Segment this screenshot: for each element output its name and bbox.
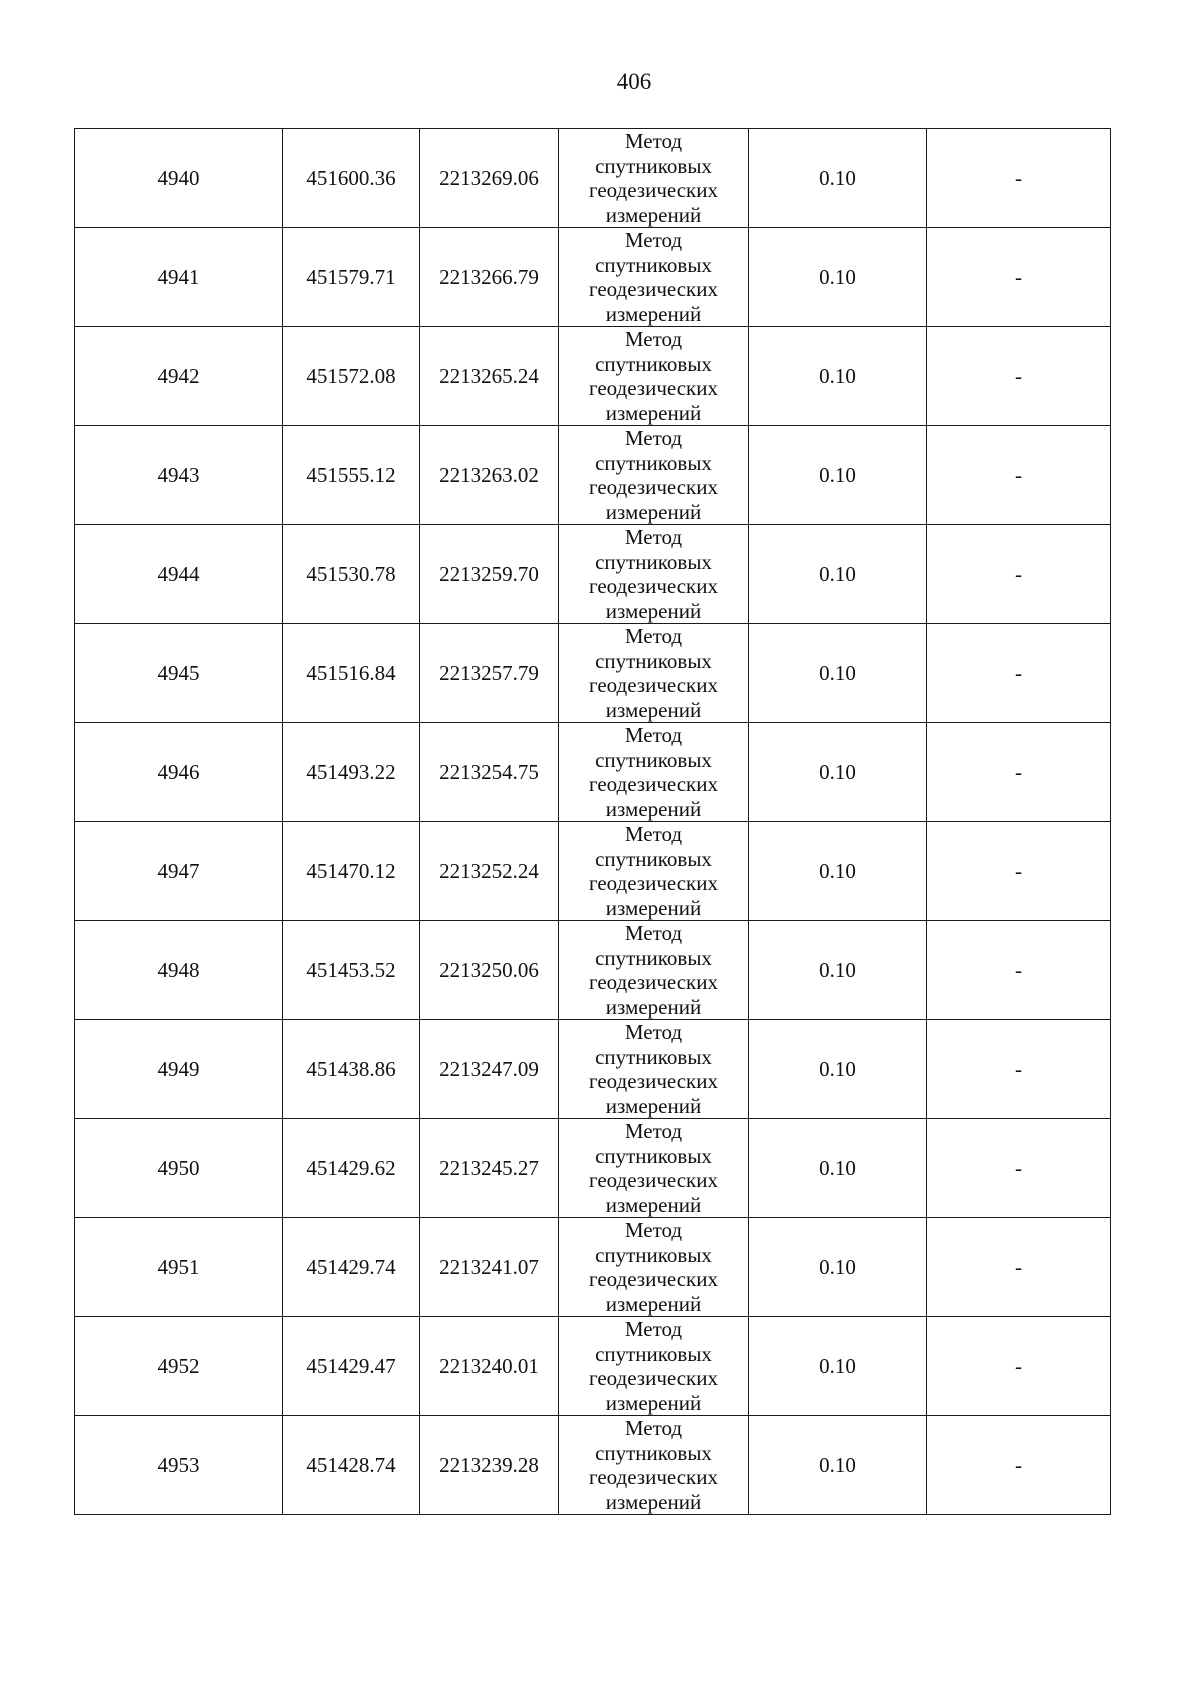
note-cell: - [927, 1317, 1111, 1416]
note-cell: - [927, 822, 1111, 921]
method-text-line: геодезических [588, 1366, 718, 1390]
point-id-cell: 4947 [75, 822, 283, 921]
method-text-line: спутниковых [595, 1044, 712, 1069]
method-text-line: спутниковых [595, 1341, 712, 1366]
point-id-cell: 4953 [75, 1416, 283, 1515]
page-number: 406 [616, 69, 652, 94]
note-cell: - [927, 624, 1111, 723]
method-text-line: измерений [605, 400, 702, 425]
x-coordinate-cell: 451530.78 [283, 525, 420, 624]
method-text-line: Метод [624, 822, 683, 846]
x-coordinate-cell: 451429.47 [283, 1317, 420, 1416]
method-text-line: Метод [624, 1416, 683, 1440]
y-coordinate-cell: 2213239.28 [420, 1416, 559, 1515]
x-coordinate-cell: 451493.22 [283, 723, 420, 822]
y-coordinate-cell: 2213263.02 [420, 426, 559, 525]
note-cell: - [927, 1218, 1111, 1317]
y-coordinate-cell: 2213254.75 [420, 723, 559, 822]
y-coordinate-cell: 2213266.79 [420, 228, 559, 327]
method-text-line: Метод [624, 228, 683, 252]
y-coordinate-cell: 2213247.09 [420, 1020, 559, 1119]
point-id-cell: 4942 [75, 327, 283, 426]
table-row [75, 327, 1111, 426]
table-row [75, 1020, 1111, 1119]
method-text-line: измерений [605, 1192, 702, 1217]
method-text-line: спутниковых [595, 1143, 712, 1168]
accuracy-cell: 0.10 [749, 525, 927, 624]
y-coordinate-cell: 2213252.24 [420, 822, 559, 921]
y-coordinate-cell: 2213265.24 [420, 327, 559, 426]
table-row [75, 624, 1111, 723]
method-text-line: геодезических [588, 1168, 718, 1192]
table-row [75, 426, 1111, 525]
method-text-line: Метод [624, 426, 683, 450]
method-cell [559, 327, 749, 426]
method-text-line: спутниковых [595, 153, 712, 178]
note-cell: - [927, 1119, 1111, 1218]
point-id-cell: 4949 [75, 1020, 283, 1119]
x-coordinate-cell: 451600.36 [283, 129, 420, 228]
method-text-line: измерений [605, 301, 702, 326]
x-coordinate-cell: 451579.71 [283, 228, 420, 327]
method-cell [559, 525, 749, 624]
table-row [75, 1119, 1111, 1218]
accuracy-cell: 0.10 [749, 624, 927, 723]
accuracy-cell: 0.10 [749, 1020, 927, 1119]
table-body [75, 129, 1111, 1515]
accuracy-cell: 0.10 [749, 228, 927, 327]
table-row [75, 228, 1111, 327]
table-row [75, 1317, 1111, 1416]
method-text-line: геодезических [588, 1069, 718, 1093]
method-text-line: спутниковых [595, 549, 712, 574]
note-cell: - [927, 723, 1111, 822]
method-text-line: геодезических [588, 1267, 718, 1291]
point-id-cell: 4945 [75, 624, 283, 723]
method-text-line: спутниковых [595, 1242, 712, 1267]
method-text-line: спутниковых [595, 252, 712, 277]
point-id-cell: 4948 [75, 921, 283, 1020]
method-cell [559, 1317, 749, 1416]
method-cell [559, 1218, 749, 1317]
method-text-line: Метод [624, 129, 683, 153]
method-text-line: измерений [605, 796, 702, 821]
x-coordinate-cell: 451516.84 [283, 624, 420, 723]
method-text-line: Метод [624, 327, 683, 351]
method-text-line: измерений [605, 895, 702, 920]
method-text-line: геодезических [588, 772, 718, 796]
method-text-line: измерений [605, 1489, 702, 1514]
point-id-cell: 4952 [75, 1317, 283, 1416]
accuracy-cell: 0.10 [749, 1119, 927, 1218]
coordinates-table [74, 128, 1111, 1515]
method-text-line: измерений [605, 1291, 702, 1316]
x-coordinate-cell: 451572.08 [283, 327, 420, 426]
note-cell: - [927, 1416, 1111, 1515]
accuracy-cell: 0.10 [749, 1317, 927, 1416]
method-text-line: измерений [605, 499, 702, 524]
method-text-line: Метод [624, 525, 683, 549]
accuracy-cell: 0.10 [749, 129, 927, 228]
accuracy-cell: 0.10 [749, 1416, 927, 1515]
method-text-line: геодезических [588, 673, 718, 697]
method-text-line: измерений [605, 1390, 702, 1415]
method-text-line: геодезических [588, 475, 718, 499]
method-text-line: геодезических [588, 871, 718, 895]
y-coordinate-cell: 2213250.06 [420, 921, 559, 1020]
note-cell: - [927, 426, 1111, 525]
method-cell [559, 624, 749, 723]
point-id-cell: 4950 [75, 1119, 283, 1218]
point-id-cell: 4946 [75, 723, 283, 822]
method-text-line: Метод [624, 624, 683, 648]
x-coordinate-cell: 451470.12 [283, 822, 420, 921]
table-row [75, 1416, 1111, 1515]
method-cell [559, 1020, 749, 1119]
y-coordinate-cell: 2213241.07 [420, 1218, 559, 1317]
method-cell [559, 822, 749, 921]
method-text-line: геодезических [588, 970, 718, 994]
accuracy-cell: 0.10 [749, 822, 927, 921]
x-coordinate-cell: 451453.52 [283, 921, 420, 1020]
method-text-line: Метод [624, 1218, 683, 1242]
method-text-line: спутниковых [595, 1440, 712, 1465]
method-cell [559, 426, 749, 525]
point-id-cell: 4943 [75, 426, 283, 525]
accuracy-cell: 0.10 [749, 723, 927, 822]
x-coordinate-cell: 451555.12 [283, 426, 420, 525]
method-text-line: геодезических [588, 574, 718, 598]
method-text-line: измерений [605, 697, 702, 722]
note-cell: - [927, 1020, 1111, 1119]
method-text-line: Метод [624, 723, 683, 747]
method-text-line: измерений [605, 1093, 702, 1118]
y-coordinate-cell: 2213257.79 [420, 624, 559, 723]
method-text-line: Метод [624, 1119, 683, 1143]
note-cell: - [927, 228, 1111, 327]
table-row [75, 822, 1111, 921]
note-cell: - [927, 129, 1111, 228]
table-row [75, 129, 1111, 228]
method-cell [559, 1119, 749, 1218]
method-text-line: Метод [624, 921, 683, 945]
method-text-line: спутниковых [595, 747, 712, 772]
y-coordinate-cell: 2213240.01 [420, 1317, 559, 1416]
point-id-cell: 4944 [75, 525, 283, 624]
table-row [75, 1218, 1111, 1317]
accuracy-cell: 0.10 [749, 426, 927, 525]
table-row [75, 723, 1111, 822]
accuracy-cell: 0.10 [749, 1218, 927, 1317]
method-cell [559, 921, 749, 1020]
table-row [75, 525, 1111, 624]
y-coordinate-cell: 2213259.70 [420, 525, 559, 624]
method-text-line: геодезических [588, 277, 718, 301]
y-coordinate-cell: 2213245.27 [420, 1119, 559, 1218]
method-text-line: Метод [624, 1020, 683, 1044]
point-id-cell: 4940 [75, 129, 283, 228]
method-text-line: измерений [605, 598, 702, 623]
method-text-line: геодезических [588, 178, 718, 202]
method-text-line: спутниковых [595, 846, 712, 871]
method-text-line: спутниковых [595, 351, 712, 376]
x-coordinate-cell: 451429.62 [283, 1119, 420, 1218]
note-cell: - [927, 921, 1111, 1020]
x-coordinate-cell: 451438.86 [283, 1020, 420, 1119]
method-text-line: геодезических [588, 376, 718, 400]
x-coordinate-cell: 451429.74 [283, 1218, 420, 1317]
method-text-line: спутниковых [595, 648, 712, 673]
table-row [75, 921, 1111, 1020]
accuracy-cell: 0.10 [749, 921, 927, 1020]
note-cell: - [927, 327, 1111, 426]
point-id-cell: 4951 [75, 1218, 283, 1317]
method-text-line: геодезических [588, 1465, 718, 1489]
method-cell [559, 228, 749, 327]
x-coordinate-cell: 451428.74 [283, 1416, 420, 1515]
point-id-cell: 4941 [75, 228, 283, 327]
method-text-line: спутниковых [595, 450, 712, 475]
method-text-line: измерений [605, 202, 702, 227]
method-text-line: Метод [624, 1317, 683, 1341]
accuracy-cell: 0.10 [749, 327, 927, 426]
method-text-line: спутниковых [595, 945, 712, 970]
method-cell [559, 1416, 749, 1515]
method-cell [559, 129, 749, 228]
note-cell: - [927, 525, 1111, 624]
method-cell [559, 723, 749, 822]
y-coordinate-cell: 2213269.06 [420, 129, 559, 228]
method-text-line: измерений [605, 994, 702, 1019]
